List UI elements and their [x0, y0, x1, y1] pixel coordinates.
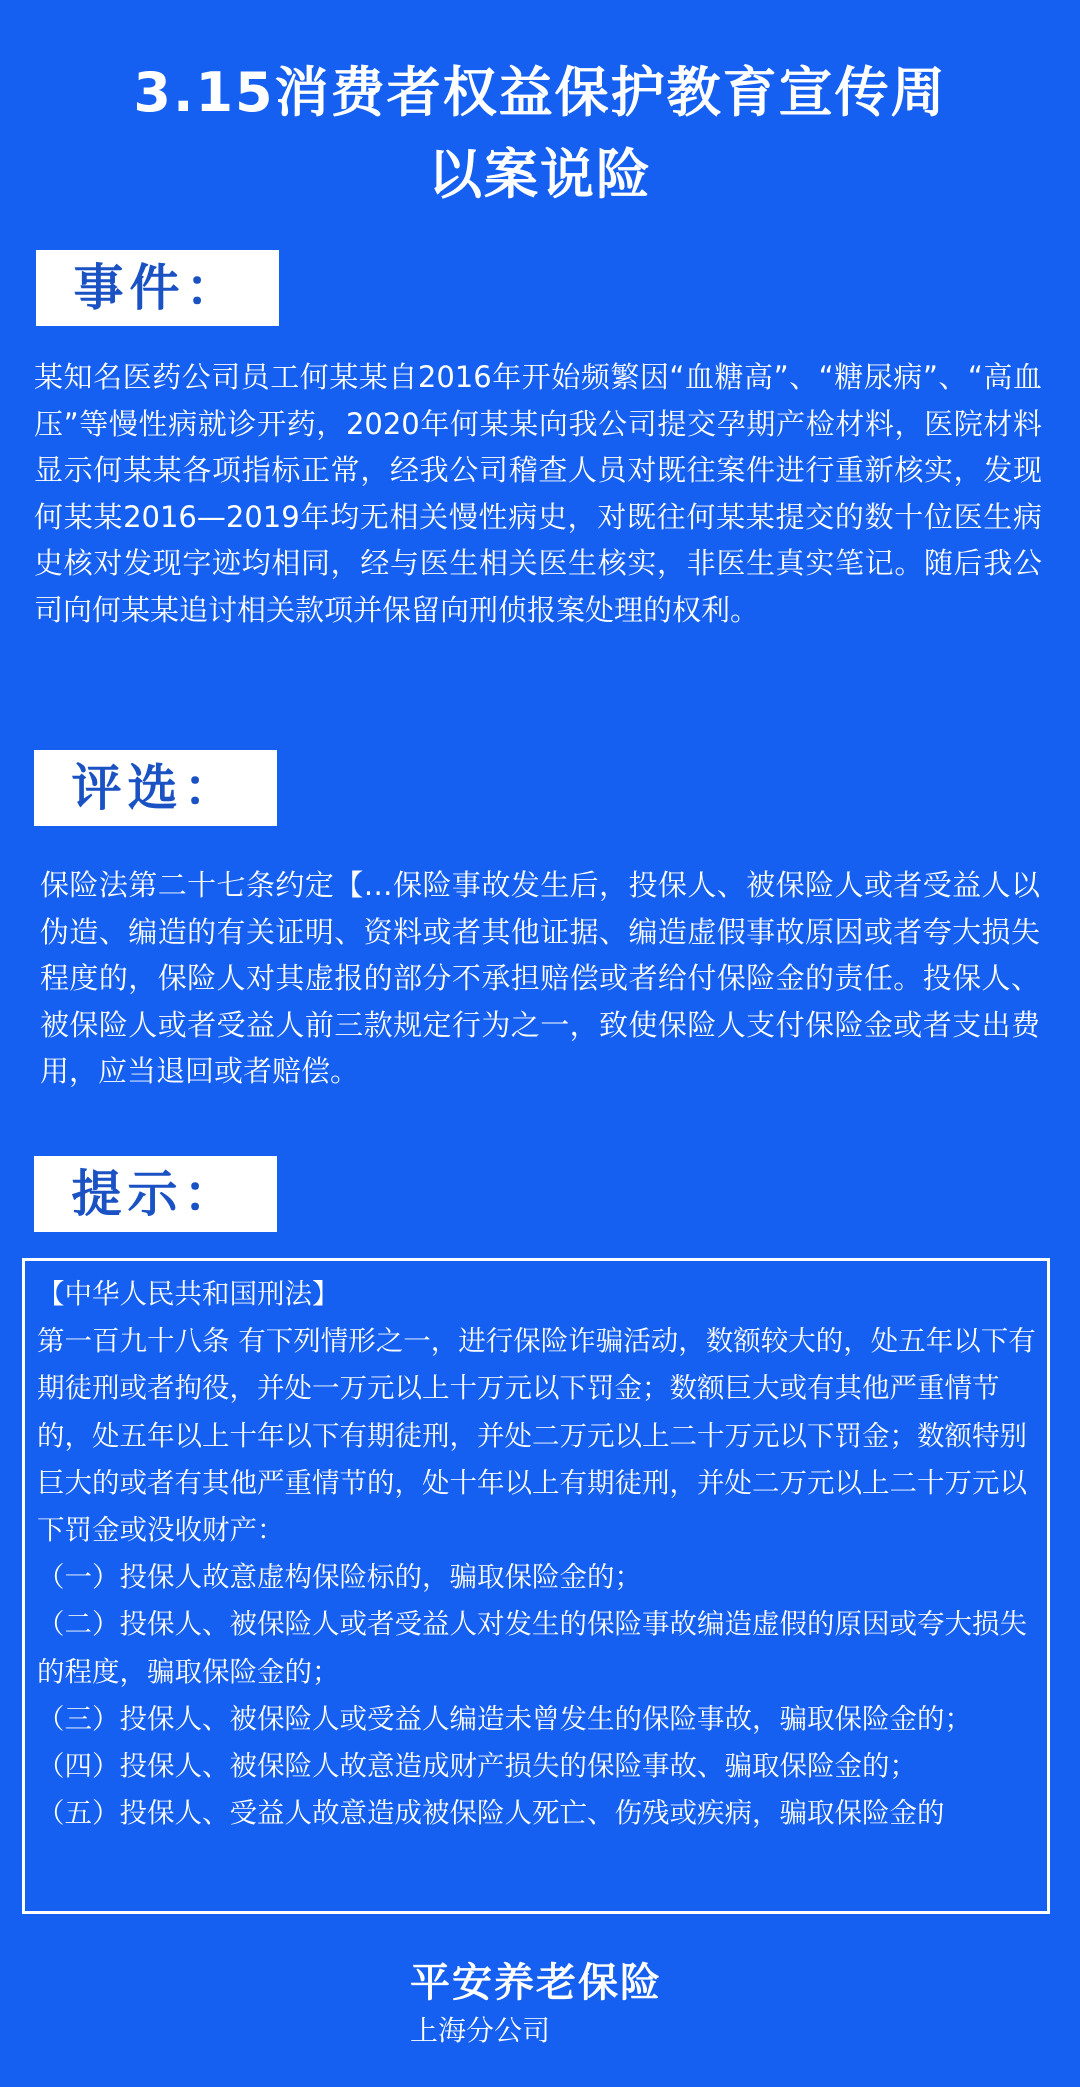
tips-section-label: 提示： — [34, 1156, 277, 1232]
company-logo-text: 平安养老保险 — [410, 1960, 662, 2006]
page-subtitle: 以案说险 — [428, 143, 652, 206]
company-branch: 上海分公司 — [410, 2014, 551, 2047]
review-section-label: 评选： — [34, 750, 277, 826]
law-clause-3: （三）投保人、被保险人或受益人编造未曾发生的保险事故，骗取保险金的； — [37, 1702, 972, 1735]
law-clause-2: （二）投保人、被保险人或者受益人对发生的保险事故编造虚假的原因或夸大损失的程度，骗取保险金的； — [37, 1608, 1027, 1688]
tips-section-box — [22, 1258, 1050, 1914]
review-section-text: 保险法第二十七条约定【…保险事故发生后，投保人、被保险人或者受益人以伪造、编造的有关证明、资料或者其他证据、编造虚假事故原因或者夸大损失程度的，保险人对其虚报的部分不承担赔偿或者给付保险金的责任。投保人、被保险人或者受益人前三款规定行为之一，致使保险人支付保险金或者支出费用，应当退回或者赔偿。 — [40, 868, 1040, 1088]
law-clause-5: （五）投保人、受益人故意造成被保险人死亡、伤残或疾病，骗取保险金的 — [37, 1797, 945, 1830]
law-article: 第一百九十八条 有下列情形之一，进行保险诈骗活动，数额较大的，处五年以下有期徒刑或者拘役，并处一万元以上十万元以下罚金；数额巨大或有其他严重情节的，处五年以上十年以下有期徒刑，并处二万元以上二十万元以下罚金；数额特别巨大的或者有其他严重情节的，处十年以上有期徒刑，并处二万元以上二十万元以下罚金或没收财产： — [37, 1325, 1036, 1547]
law-clause-4: （四）投保人、被保险人故意造成财产损失的保险事故、骗取保险金的； — [37, 1750, 917, 1783]
law-title: 【中华人民共和国刑法】 — [37, 1278, 340, 1310]
event-section-label: 事件： — [36, 250, 279, 326]
event-section-text: 某知名医药公司员工何某某自2016年开始频繁因“血糖高”、“糖尿病”、“高血压”等慢性病就诊开药，2020年何某某向我公司提交孕期产检材料，医院材料显示何某某各项指标正常，经我公司稽查人员对既往案件进行重新核实，发现何某某2016—2019年均无相关慢性病史，对既往何某某提交的数十位医生病史核对发现字迹均相同，经与医生相关医生核实，非医生真实笔记。随后我公司向何某某追讨相关款项并保留向刑侦报案处理的权利。 — [34, 360, 1042, 627]
page-title: 3.15消费者权益保护教育宣传周 — [133, 61, 947, 124]
law-clause-1: （一）投保人故意虚构保险标的，骗取保险金的； — [37, 1561, 642, 1594]
tips-section-content — [25, 1261, 1047, 1837]
